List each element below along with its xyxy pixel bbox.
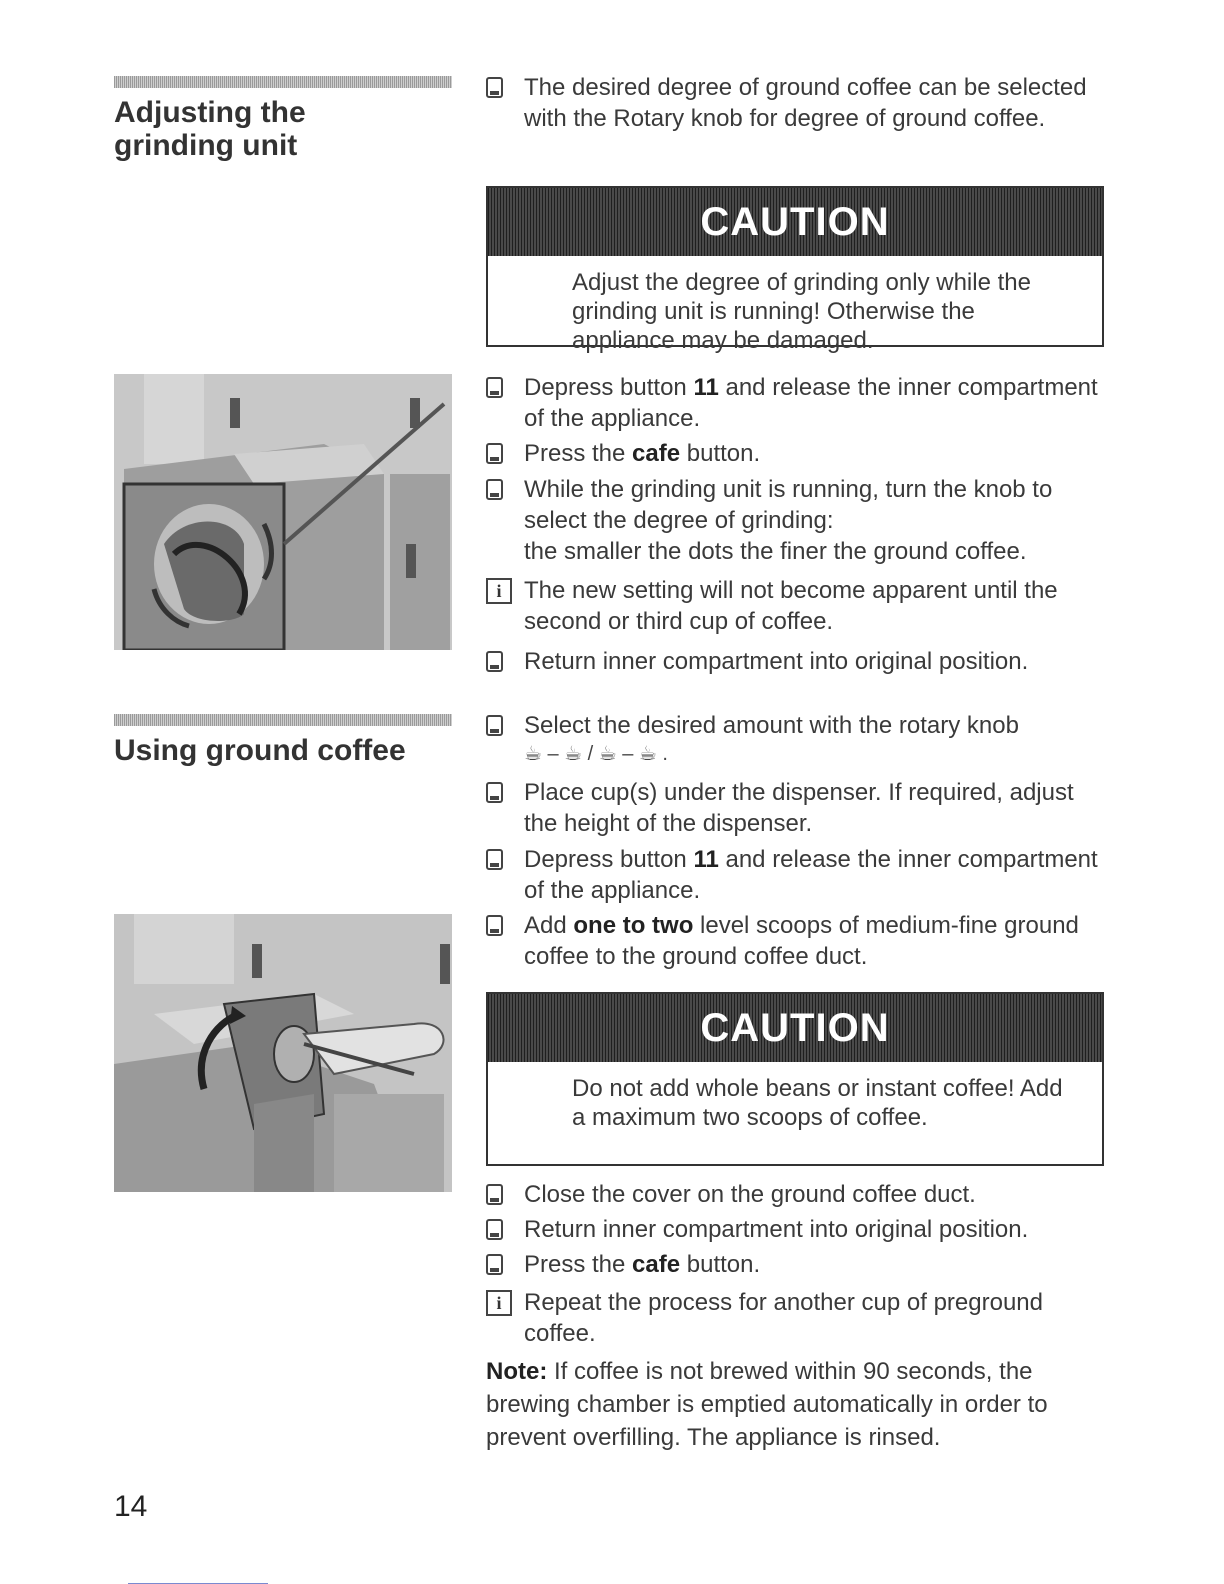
ground-step-1 xyxy=(486,710,1106,767)
intro-step xyxy=(486,72,1106,134)
checkbox-bullet-icon xyxy=(486,377,503,398)
checkbox-bullet-icon xyxy=(486,915,503,936)
section-title-ground-coffee: Using ground coffee xyxy=(114,734,406,767)
note-label: Note: xyxy=(486,1358,548,1385)
checkbox-bullet-icon xyxy=(486,1219,503,1240)
step-text: and release the inner compartment of the appliance. xyxy=(524,846,1098,904)
checkbox-bullet-icon xyxy=(486,1254,503,1275)
after-info xyxy=(486,1287,1106,1349)
caution-heading: CAUTION xyxy=(488,188,1102,256)
checkbox-bullet-icon xyxy=(486,782,503,803)
ground-step-4 xyxy=(486,910,1106,972)
grinding-info-text: The new setting will not become apparent until the second or third cup of coffee. xyxy=(524,577,1058,635)
ground-step-2-text: Place cup(s) under the dispenser. If required, adjust the height of the dispenser. xyxy=(524,779,1074,837)
button-number: 11 xyxy=(693,846,719,873)
caution-box-ground xyxy=(486,992,1104,1166)
page-number: 14 xyxy=(114,1490,148,1523)
button-number: 11 xyxy=(693,374,719,401)
grinding-step-3-extra: the smaller the dots the finer the ground coffee. xyxy=(524,538,1027,565)
caution-heading: CAUTION xyxy=(488,994,1102,1062)
after-step-1-text: Close the cover on the ground coffee duct. xyxy=(524,1181,976,1208)
info-icon: i xyxy=(486,578,512,604)
ground-step-4-text xyxy=(524,910,1106,972)
checkbox-bullet-icon xyxy=(486,77,503,98)
grinding-knob-drawing xyxy=(114,374,452,650)
grinding-step-4 xyxy=(486,646,1106,677)
after-step-3-text xyxy=(524,1249,1106,1280)
after-step-1 xyxy=(486,1179,1106,1210)
grinding-step-3-text: While the grinding unit is running, turn the knob to select the degree of grinding: xyxy=(524,476,1053,534)
step-text: Depress button xyxy=(524,374,694,401)
after-step-2 xyxy=(486,1214,1106,1245)
grinding-step-1 xyxy=(486,372,1106,434)
checkbox-bullet-icon xyxy=(486,715,503,736)
intro-text: The desired degree of ground coffee can be selected with the Rotary knob for degree of ground coffee. xyxy=(524,74,1087,132)
info-icon: i xyxy=(486,1290,512,1316)
button-name: cafe xyxy=(632,440,681,467)
ground-step-3-text xyxy=(524,844,1106,906)
step-text: Press the xyxy=(524,1251,633,1278)
button-name: cafe xyxy=(632,1251,681,1278)
emphasis-text: one to two xyxy=(573,912,694,939)
step-text: button. xyxy=(680,440,761,467)
section-title-line2: grinding unit xyxy=(114,129,298,162)
grinding-info xyxy=(486,575,1106,637)
ground-coffee-illustration xyxy=(114,914,452,1192)
checkbox-bullet-icon xyxy=(486,1184,503,1205)
grinding-step-1-text xyxy=(524,372,1106,434)
note-text: If coffee is not brewed within 90 seconds, the brewing chamber is emptied automatically in order to prevent overfilling. The appliance is rinsed. xyxy=(486,1358,1048,1451)
grinding-step-4-text: Return inner compartment into original position. xyxy=(524,648,1029,675)
section-title-line1: Adjusting the xyxy=(114,96,306,129)
ground-step-1-text: Select the desired amount with the rotary knob xyxy=(524,712,1019,739)
checkbox-bullet-icon xyxy=(486,479,503,500)
after-step-3 xyxy=(486,1249,1106,1280)
caution-box-grinding xyxy=(486,186,1104,354)
after-info-text: Repeat the process for another cup of preground coffee. xyxy=(524,1289,1043,1347)
caution-text: Do not add whole beans or instant coffee! Add a maximum two scoops of coffee. xyxy=(572,1075,1063,1131)
after-step-2-text: Return inner compartment into original position. xyxy=(524,1216,1029,1243)
grinding-step-2 xyxy=(486,438,1106,469)
section-title-grinding xyxy=(114,96,454,162)
note-paragraph xyxy=(486,1355,1086,1454)
step-text: button. xyxy=(680,1251,761,1278)
ground-step-2 xyxy=(486,777,1106,839)
step-text: level scoops of medium-fine ground coffee to the ground coffee duct. xyxy=(524,912,1079,970)
section-bar-ground-coffee xyxy=(114,714,452,726)
grinding-knob-illustration xyxy=(114,374,452,650)
checkbox-bullet-icon xyxy=(486,443,503,464)
step-text: and release the inner compartment of the appliance. xyxy=(524,374,1098,432)
ground-coffee-drawing xyxy=(114,914,452,1192)
cup-size-symbols: ☕ – ☕ / ☕ – ☕ . xyxy=(524,743,668,765)
caution-text: Adjust the degree of grinding only while the grinding unit is running! Otherwise the appliance may be damaged. xyxy=(572,269,1031,354)
ground-step-3 xyxy=(486,844,1106,906)
section-bar-grinding xyxy=(114,76,452,88)
grinding-step-3 xyxy=(486,474,1106,567)
grinding-step-2-text xyxy=(524,438,1106,469)
step-text: Depress button xyxy=(524,846,694,873)
step-text: Press the xyxy=(524,440,633,467)
checkbox-bullet-icon xyxy=(486,849,503,870)
checkbox-bullet-icon xyxy=(486,651,503,672)
step-text: Add xyxy=(524,912,574,939)
